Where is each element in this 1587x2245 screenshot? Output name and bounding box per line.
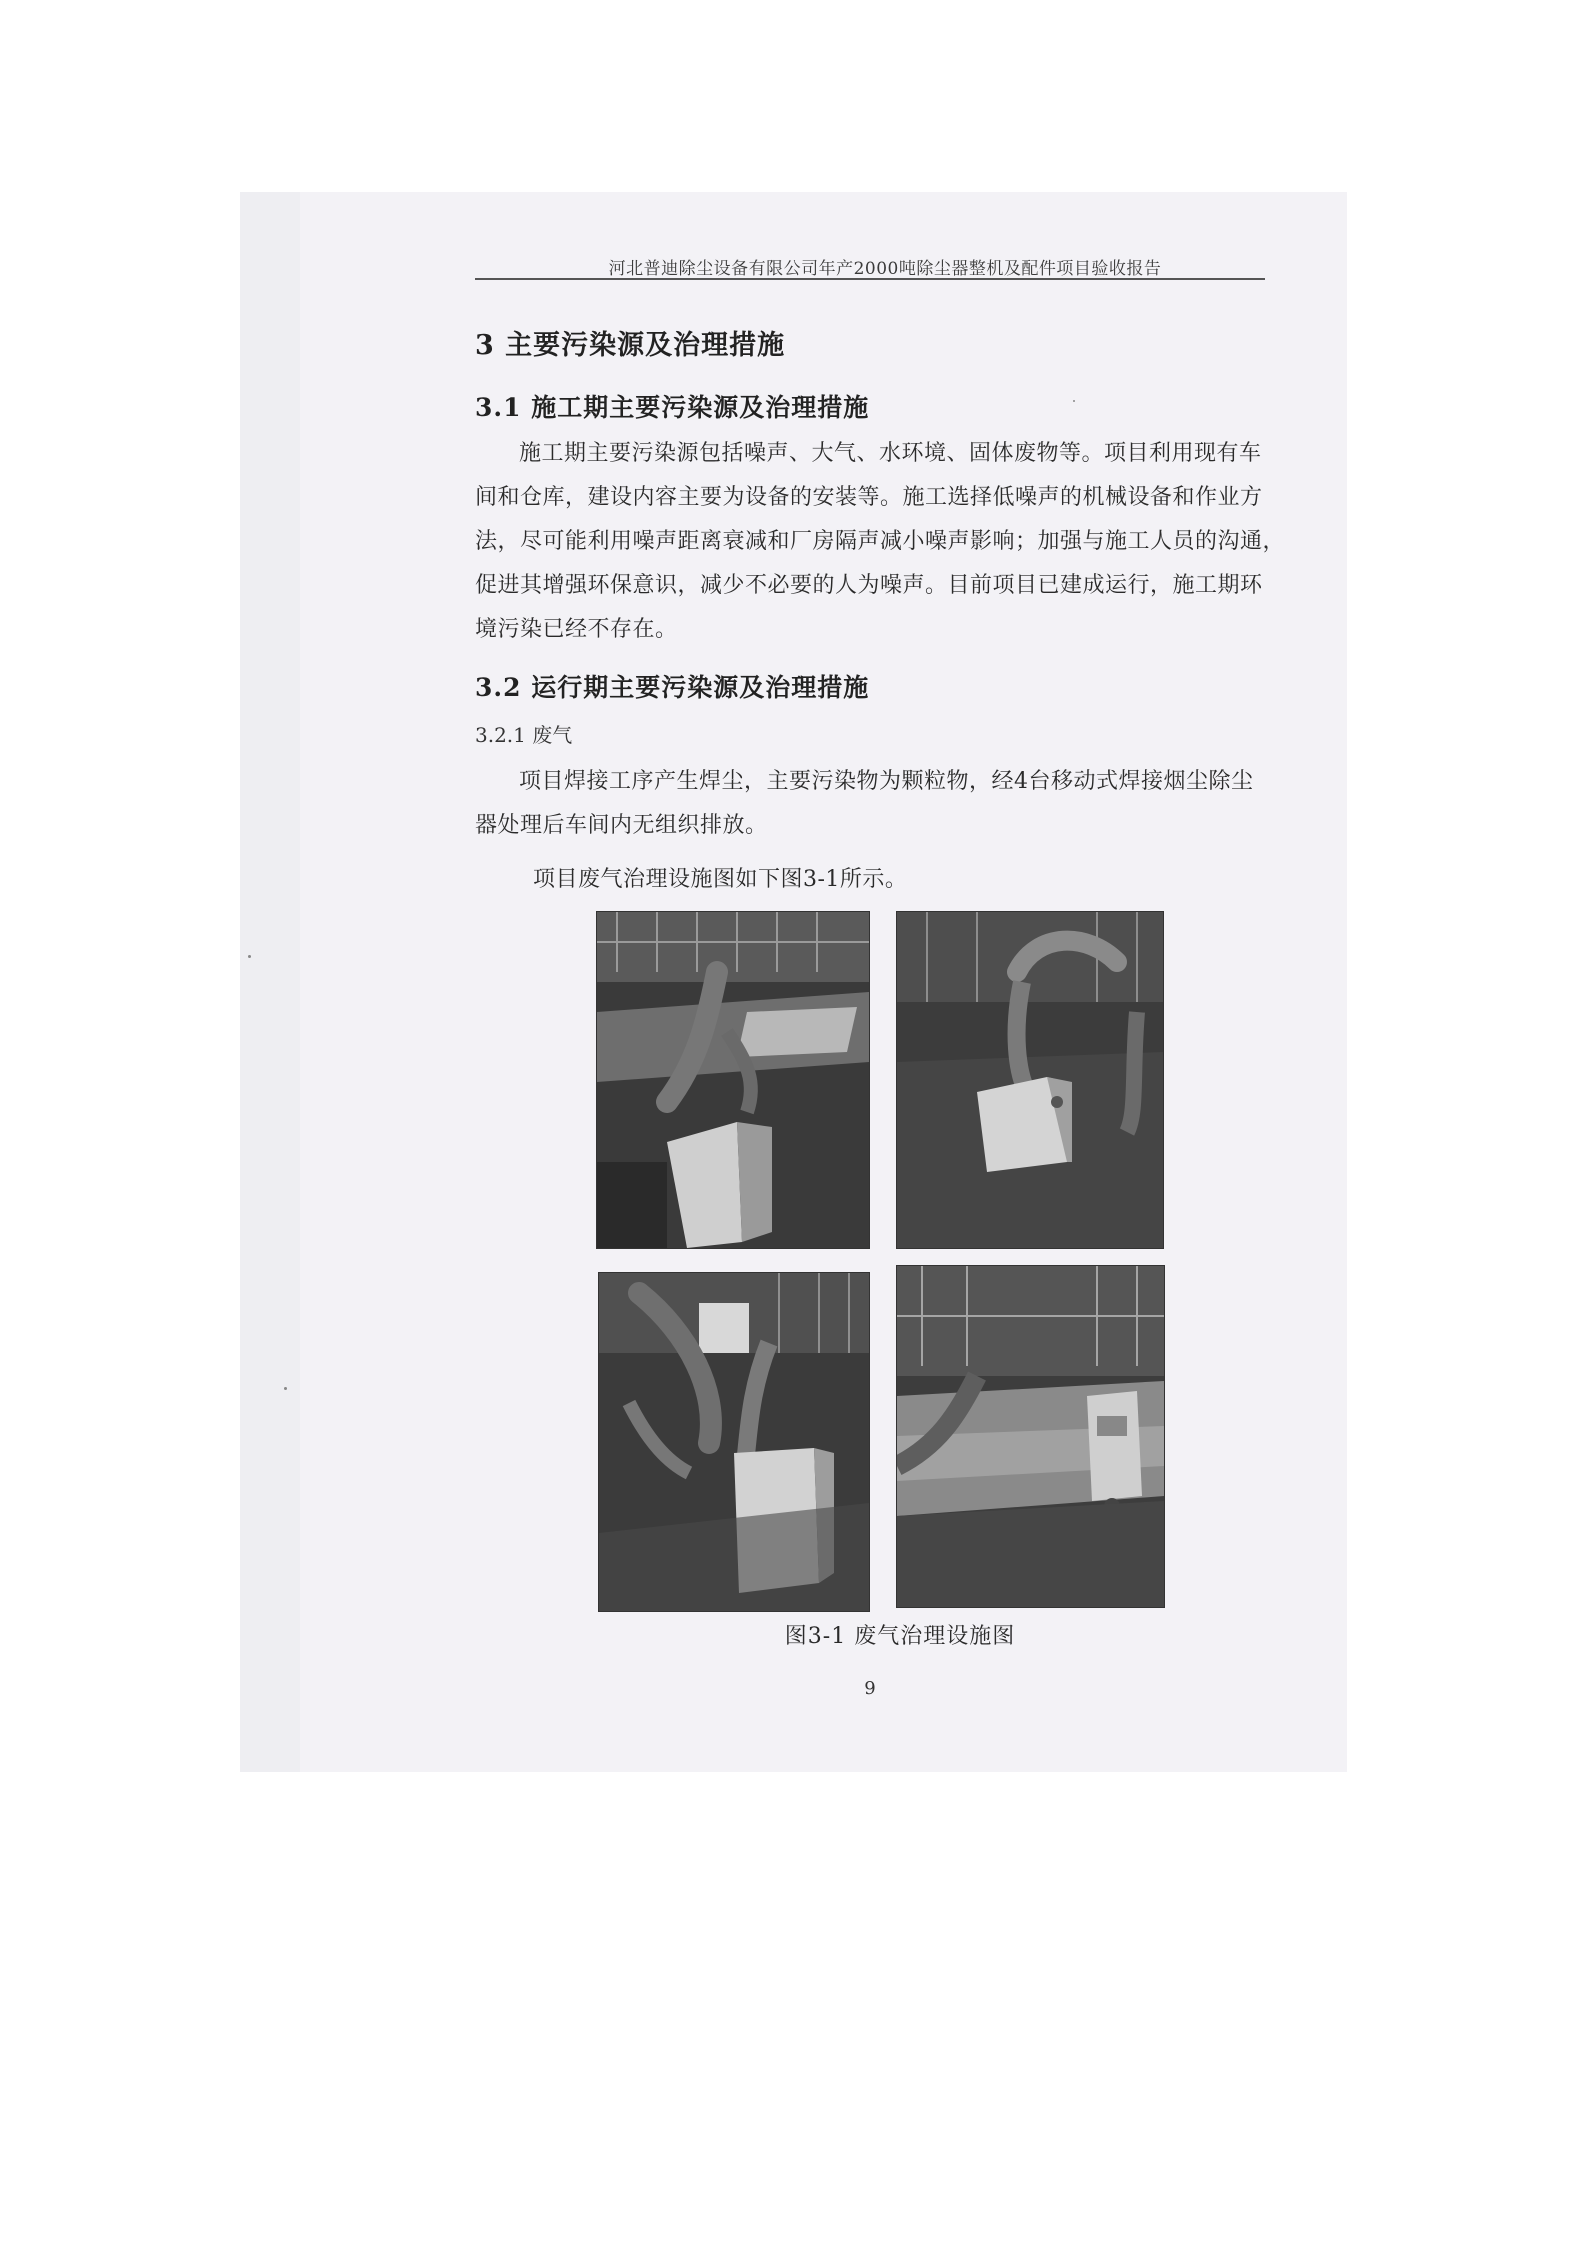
subsection-title-3-2: 3.2 运行期主要污染源及治理措施 xyxy=(475,673,870,702)
paragraph-line: 器处理后车间内无组织排放。 xyxy=(475,813,768,838)
photo-welding-fume-collector-1 xyxy=(596,911,870,1249)
sub-heading-3-2-1: 3.2.1 废气 xyxy=(475,723,573,747)
paragraph-line: 施工期主要污染源包括噪声、大气、水环境、固体废物等。项目利用现有车 xyxy=(519,441,1262,466)
scan-speck xyxy=(248,955,251,958)
factory-photo-image xyxy=(897,912,1163,1248)
paragraph-line: 法，尽可能利用噪声距离衰减和厂房隔声减小噪声影响；加强与施工人员的沟通， xyxy=(475,529,1286,554)
figure-intro-line: 项目废气治理设施图如下图3-1所示。 xyxy=(533,867,908,892)
photo-welding-fume-collector-4 xyxy=(896,1265,1165,1608)
waste-gas-paragraph xyxy=(475,760,1267,848)
subsection-title-3-1: 3.1 施工期主要污染源及治理措施 xyxy=(475,393,870,422)
photo-welding-fume-collector-3 xyxy=(598,1272,870,1612)
scan-speck xyxy=(284,1387,287,1390)
figure-caption: 图3-1 废气治理设施图 xyxy=(784,1624,1016,1649)
paragraph-line: 境污染已经不存在。 xyxy=(475,617,678,642)
scan-speck xyxy=(1073,400,1075,402)
paragraph-line: 促进其增强环保意识，减少不必要的人为噪声。目前项目已建成运行，施工期环 xyxy=(475,573,1263,598)
header-rule xyxy=(475,278,1265,280)
paragraph-line: 项目焊接工序产生焊尘，主要污染物为颗粒物，经4台移动式焊接烟尘除尘 xyxy=(519,769,1254,794)
figure-intro xyxy=(475,858,1267,902)
factory-photo-image xyxy=(599,1273,869,1611)
section-title: 3 主要污染源及治理措施 xyxy=(475,330,786,361)
photo-welding-fume-collector-2 xyxy=(896,911,1164,1249)
running-header: 河北普迪除尘设备有限公司年产2000吨除尘器整机及配件项目验收报告 xyxy=(608,259,1162,279)
paragraph-line: 间和仓库，建设内容主要为设备的安装等。施工选择低噪声的机械设备和作业方 xyxy=(475,485,1263,510)
factory-photo-image xyxy=(897,1266,1164,1607)
scan-shadow xyxy=(240,192,300,1772)
factory-photo-image xyxy=(597,912,869,1248)
construction-period-paragraph xyxy=(475,432,1286,652)
page-number: 9 xyxy=(864,1678,876,1699)
